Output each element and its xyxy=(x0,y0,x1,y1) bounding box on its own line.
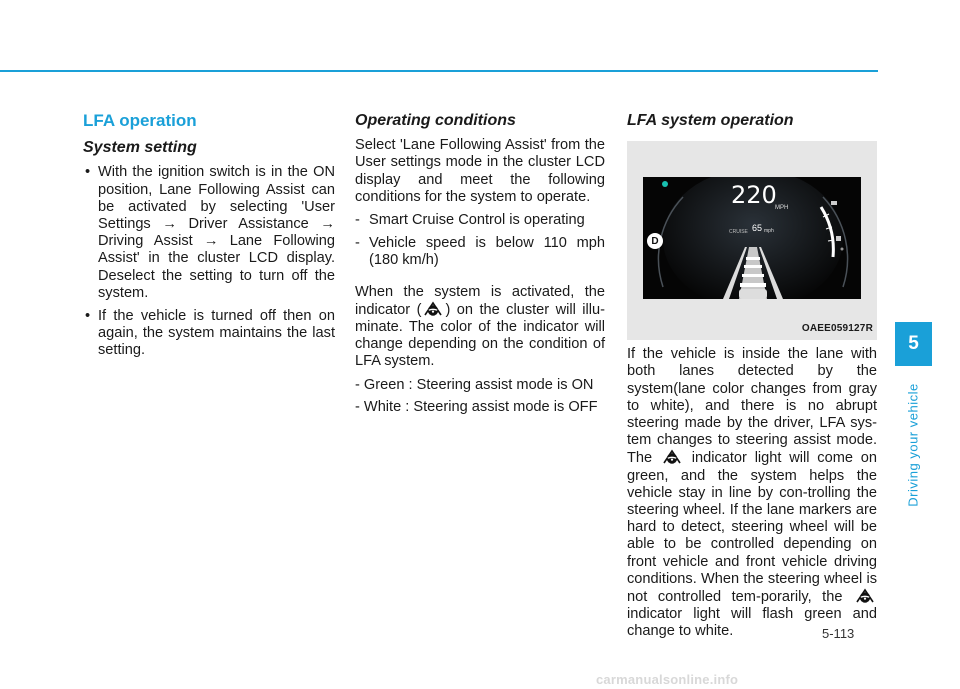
system-setting-list xyxy=(83,164,335,359)
cluster-speed-unit: MPH xyxy=(775,205,789,212)
lfa-operation-paragraph: If the vehicle is inside the lane with both lanes detected by the system(lane color changes from gray to white), and there is no abrupt steering made by the driver, LFA sys-tem changes to steering assist mode. The indicator light will come on green, and the system helps the vehicle stay in line by con-trolling the steering wheel. If the lane markers are hard to detect, steering wheel will be able to be controlled depending on front vehicle and front vehicle driving conditions. When the steering wheel is not controlled tem-porarily, the indicator light will flash green and change to white. xyxy=(627,346,878,640)
chapter-number-tab: 5 xyxy=(895,322,932,366)
cluster-set-speed-unit: mph xyxy=(764,228,774,235)
watermark: carmanualsonline.info xyxy=(596,672,739,687)
gear-indicator: D xyxy=(651,236,659,248)
page-number: 5-113 xyxy=(822,626,855,641)
column-lfa-operation xyxy=(83,106,335,366)
subsection-title-operating-conditions: Operating conditions xyxy=(355,112,516,129)
cluster-set-speed: 65 xyxy=(752,223,763,234)
cluster-figure xyxy=(627,141,877,340)
condition-item: - Vehicle speed is below 110 mph (180 km/h) xyxy=(355,235,605,269)
cluster-cruise-label: CRUISE xyxy=(729,229,748,236)
lfa-steering-wheel-icon xyxy=(855,588,875,604)
mode-green: - Green : Steering assist mode is ON xyxy=(355,376,594,393)
figure-code: OAEE059127R xyxy=(801,323,873,334)
header-rule xyxy=(0,70,878,72)
subsection-title-lfa-system-operation: LFA system operation xyxy=(627,112,794,129)
section-title: LFA operation xyxy=(83,111,197,130)
lfa-steering-wheel-icon xyxy=(662,449,682,465)
list-item: • With the ignition switch is in the ON position, Lane Following Assist can be activated by selecting 'User Settings → Driver Assistance → Driving Assist → Lane Following Assist' in the cluster LCD display. Deselect the setting to turn off the system. xyxy=(83,164,335,302)
conditions-intro: Select 'Lane Following Assist' from the User settings mode in the cluster LCD display and meet the following conditions for the system to operate. xyxy=(355,137,605,205)
column-lfa-system-operation xyxy=(627,106,877,647)
activation-paragraph: When the system is activated, the indicator ( ) on the cluster will illu-minate. The color of the indicator will change depending on the condition of LFA system. xyxy=(355,283,606,370)
lfa-steering-wheel-icon xyxy=(423,301,443,317)
condition-item: - Smart Cruise Control is operating xyxy=(355,212,585,229)
mode-white: - White : Steering assist mode is OFF xyxy=(355,398,598,415)
column-operating-conditions xyxy=(355,106,605,421)
cluster-display-image xyxy=(643,177,861,299)
subsection-title-system-setting: System setting xyxy=(83,139,197,157)
cluster-speed: 220 xyxy=(731,181,777,210)
chapter-label: Driving your vehicle xyxy=(905,383,921,507)
list-item: • If the vehicle is turned off then on again, the system maintains the last setting. xyxy=(83,308,335,360)
